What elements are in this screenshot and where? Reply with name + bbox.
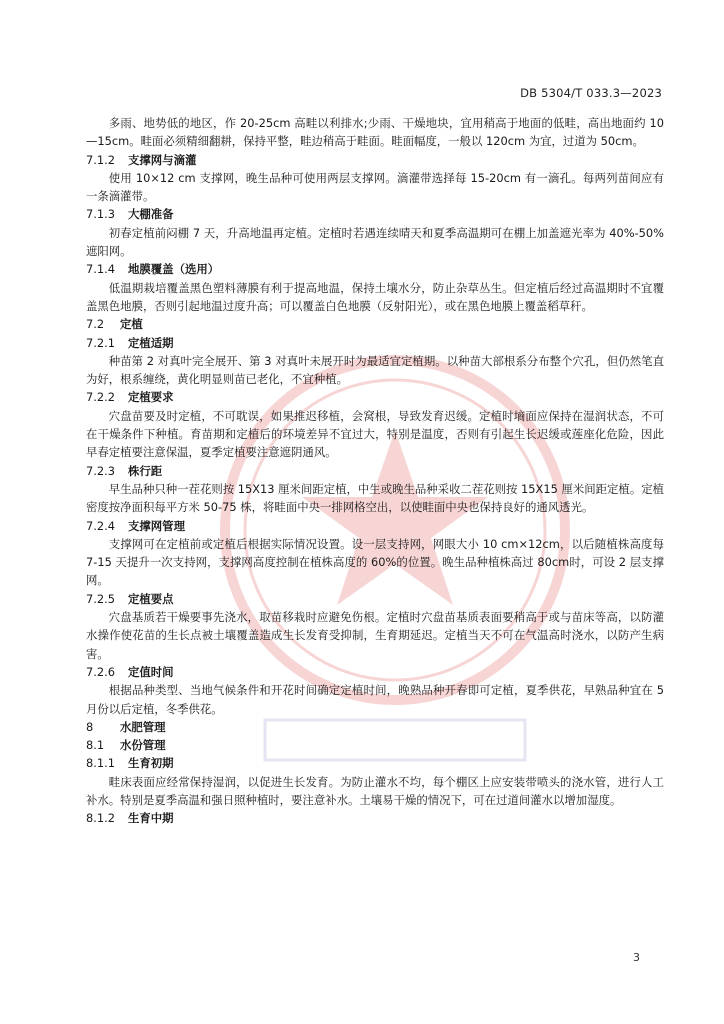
paragraph: 使用 10×12 cm 支撑网，晚生品种可使用两层支撑网。滴灌带选择每 15-20cm 有一滴孔。每两列苗间应有一条滴灌带。	[86, 170, 664, 204]
section-heading	[86, 334, 664, 352]
paragraph: 畦床表面应经常保持湿润，以促进生长发育。为防止灌水不均，每个棚区上应安装带喷头的浇水管，进行人工补水。特别是夏季高温和强日照种植时，要注意补水。土壤易干燥的情况下，可在过道间灌水以增加湿度。	[86, 774, 664, 807]
paragraph: 支撑网可在定植前或定植后根据实际情况设置。设一层支持网，网眼大小 10 cm×12cm，以后随植株高度每 7-15 天提升一次支持网，支撑网高度控制在植株高度的 60%的位置。晚生品种植株高过 80cm时，可设 2 层支撑网。	[86, 536, 664, 588]
section-heading	[86, 590, 664, 608]
paragraph: 多雨、地势低的地区，作 20-25cm 高畦以利排水;少雨、干燥地块，宜用稍高于地面的低畦，高出地面约 10—15cm。畦面必须精细翻耕，保持平整，畦边稍高于畦面。畦面幅度，一般以 120cm 为宜，过道为 50cm。	[86, 116, 664, 149]
section-number: 7.2.3	[86, 463, 115, 478]
section-heading	[86, 388, 664, 406]
section-number: 8	[86, 719, 94, 734]
paragraph: 初春定植前闷棚 7 天，升高地温再定植。定植时若遇连续晴天和夏季高温期可在棚上加盖遮光率为 40%-50%遮阳网。	[86, 225, 664, 259]
section-number: 7.2.2	[86, 390, 115, 405]
section-heading	[86, 809, 664, 827]
section-number: 8.1.1	[86, 756, 115, 771]
section-title: 定植要点	[128, 591, 174, 606]
section-title: 水份管理	[120, 738, 166, 753]
section-heading	[86, 462, 664, 480]
paragraph: 低温期栽培覆盖黑色塑料薄膜有利于提高地温，保持土壤水分，防止杂草丛生。但定植后经过高温期时不宜覆盖黑色地膜，否则引起地温过度升高；可以覆盖白色地膜（反射阳光），或在黑色地膜上覆盖稻草秆。	[86, 280, 664, 313]
document-id: DB 5304/T 033.3—2023	[520, 86, 662, 100]
section-title: 定植要求	[128, 390, 174, 405]
section-heading	[86, 663, 664, 681]
section-heading	[86, 205, 664, 223]
document-body	[86, 114, 664, 828]
section-number: 7.1.3	[86, 207, 115, 222]
section-title: 水肥管理	[120, 719, 166, 734]
section-number: 8.1	[86, 738, 105, 753]
section-heading	[86, 315, 664, 333]
paragraph: 穴盘基质若干燥要事先浇水，取苗移栽时应避免伤根。定植时穴盘苗基质表面要稍高于或与苗床等高，以防灌水操作使花苗的生长点被土壤覆盖造成生长发育受抑制，生育期延迟。定植当天不可在气温高时浇水，以防产生病害。	[86, 610, 664, 661]
section-number: 7.2.6	[86, 664, 115, 679]
section-title: 定植适期	[128, 335, 174, 350]
section-title: 支撑网与滴灌	[128, 152, 197, 167]
paragraph: 穴盘苗要及时定植，不可耽误，如果推迟移植，会窝根，导致发育迟缓。定植时墒面应保持在湿润状态，不可在干燥条件下种植。育苗期和定植后的环境差异不宜过大，特别是温度，否则有引起生长迟缓或莲座化危险，因此早春定植要注意保温，夏季定植要注意遮阴通风。	[86, 408, 664, 460]
section-title: 大棚准备	[128, 207, 174, 222]
section-number: 7.1.2	[86, 152, 115, 167]
section-title: 生育初期	[128, 756, 174, 771]
page-number: 3	[633, 951, 640, 964]
section-number: 7.2.5	[86, 591, 115, 606]
section-title: 株行距	[128, 463, 163, 478]
section-number: 7.2.4	[86, 518, 115, 533]
section-title: 定植	[120, 317, 143, 332]
section-title: 定值时间	[128, 664, 174, 679]
section-heading	[86, 718, 664, 736]
paragraph: 早生品种只种一茬花则按 15X13 厘米间距定植，中生或晚生品种采收二茬花则按 15X15 厘米间距定植。定植密度按净面积每平方米 50-75 株，将畦面中央一排网格空出，以使畦面中央也保持良好的通风透光。	[86, 481, 664, 515]
section-number: 8.1.2	[86, 811, 115, 826]
section-heading	[86, 517, 664, 535]
section-title: 生育中期	[128, 811, 174, 826]
section-heading	[86, 260, 664, 278]
section-title: 支撑网管理	[128, 518, 185, 533]
paragraph: 根据品种类型、当地气候条件和开花时间确定定植时间，晚熟品种开春即可定植，夏季供花，早熟品种宜在 5 月份以后定植，冬季供花。	[86, 683, 664, 716]
paragraph: 种苗第 2 对真叶完全展开、第 3 对真叶未展开时为最适宜定植期。以种苗大部根系分布整个穴孔，但仍然笔直为好，根系缠绕，黄化明显则苗已老化，不宜种植。	[86, 353, 664, 387]
section-number: 7.2.1	[86, 335, 115, 350]
section-heading	[86, 736, 664, 754]
section-title: 地膜覆盖（选用）	[128, 262, 220, 277]
section-heading	[86, 754, 664, 772]
section-heading	[86, 151, 664, 169]
section-number: 7.1.4	[86, 262, 115, 277]
section-number: 7.2	[86, 317, 105, 332]
